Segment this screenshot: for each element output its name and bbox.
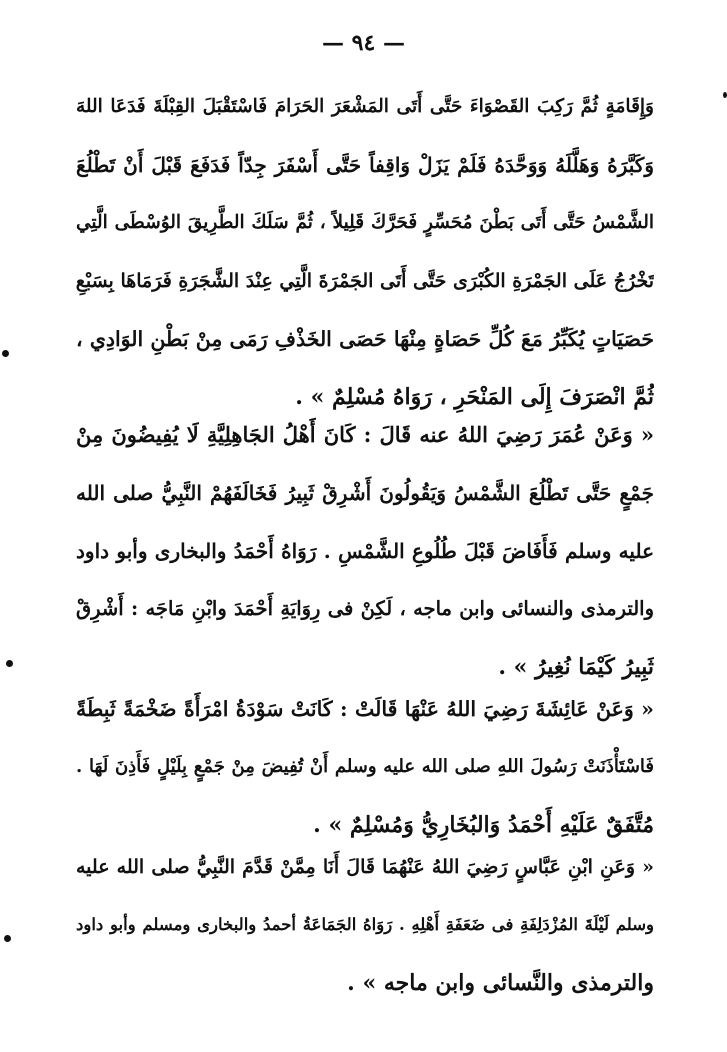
- text-line: عليه وسلم فَأَفَاضَ قَبْلَ طُلُوعِ الشَّمْسِ . رَوَاهُ أَحْمَدُ والبخارى وأبو داود: [76, 539, 654, 563]
- text-line: فَاسْتَأْذَنَتْ رَسُولَ اللهِ صلى الله عليه وسلم أَنْ تُفِيضَ مِنْ جَمْعٍ بِلَيْلٍ فَأَذِنَ لَهَا .: [76, 756, 654, 777]
- text-line: الشَّمْسُ حَتَّى أَتَى بَطْنَ مُحَسِّرٍ فَحَرَّكَ قَلِيلاً ، ثُمَّ سَلَكَ الطَّرِيقَ الوُسْطَى الَّتِي: [76, 212, 654, 233]
- text-line: والترمذى والنسائى وابن ماجه ، لَكِنْ فى رِوَايَةِ أَحْمَدَ وابْنِ مَاجَه : أَشْرِقْ: [76, 597, 654, 620]
- paragraph-ibn-abbas-hadith: [76, 838, 654, 1012]
- text-line: وَكَبَّرَهُ وَهَلَّلَهُ وَوَحَّدَهُ فَلَمْ يَزَلْ وَاقِفاً حَتَّى أَسْفَرَ جِدّاً فَدَفَعَ قَبْلَ أَنْ تَطْلُعَ: [76, 153, 654, 177]
- text-line: « وَعَنِ ابْنِ عَبَّاسٍ رَضِيَ اللهُ عَنْهُمَا قَالَ أَنَا مِمَّنْ قَدَّمَ النَّبِيُّ صلى الله عليه: [76, 856, 654, 878]
- paragraph-aisha-hadith: [76, 680, 654, 854]
- margin-mark: [2, 350, 9, 357]
- page-number: — ٩٤ —: [322, 30, 405, 56]
- text-line: ثَبِيرُ كَيْمَا نُغِيرُ » .: [498, 654, 654, 680]
- margin-mark: [6, 660, 13, 667]
- text-line: « وَعَنْ عَائِشَةَ رَضِيَ اللهُ عَنْهَا قَالَتْ : كَانَتْ سَوْدَةُ امْرَأَةً ضَخْمَةً ثَبِطَةً: [76, 697, 654, 721]
- text-line: وَإِقَامَةٍ ثُمَّ رَكِبَ القَصْوَاءَ حَتَّى أَتَى المَشْعَرَ الحَرَامَ فَاسْتَقْبَلَ القِبْلَةَ فَدَعَا اللهَ: [76, 96, 654, 117]
- paragraph-jabir-hadith: [76, 78, 654, 426]
- text-line: حَصَيَاتٍ يُكَبِّرُ مَعَ كُلِّ حَصَاةٍ مِنْهَا حَصَى الخَذْفِ رَمَى مِنْ بَطْنِ الوَادِي ،: [76, 327, 654, 351]
- margin-mark: [4, 935, 11, 942]
- text-line: مُتَّفَقٌ عَلَيْهِ أَحْمَدُ وَالبُخَارِيُّ وَمُسْلِمٌ » .: [313, 812, 654, 838]
- text-line: تَخْرُجُ عَلَى الجَمْرَةِ الكُبْرَى حَتَّى أَتَى الجَمْرَةَ الَّتِي عِنْدَ الشَّجَرَةِ فَرَمَاهَا بِسَبْعِ: [76, 270, 654, 292]
- text-line: والترمذى والنَّسائى وابن ماجه » .: [347, 970, 654, 996]
- text-line: « وَعَنْ عُمَرَ رَضِيَ اللهُ عنه قَالَ : كَانَ أَهْلُ الجَاهِلِيَّةِ لَا يُفِيضُونَ مِنْ: [76, 422, 654, 447]
- text-line: وسلم لَيْلَةَ المُزْدَلِفَةِ فى ضَعَفَةِ أَهْلِهِ . رَوَاهُ الجَمَاعَةُ أحمدُ والبخارى ومسلم وأبو داود: [76, 915, 654, 934]
- margin-mark: [723, 92, 727, 98]
- paragraph-umar-hadith: [76, 406, 654, 696]
- text-line: جَمْعٍ حَتَّى تَطْلُعَ الشَّمْسُ وَيَقُولُونَ أَشْرِقْ ثَبِيرُ فَخَالَفَهُمْ النَّبِيُّ صلى الله: [76, 481, 654, 505]
- text-line: ثُمَّ انْصَرَفَ إِلَى المَنْحَرِ ، رَوَاهُ مُسْلِمٌ » .: [295, 384, 654, 410]
